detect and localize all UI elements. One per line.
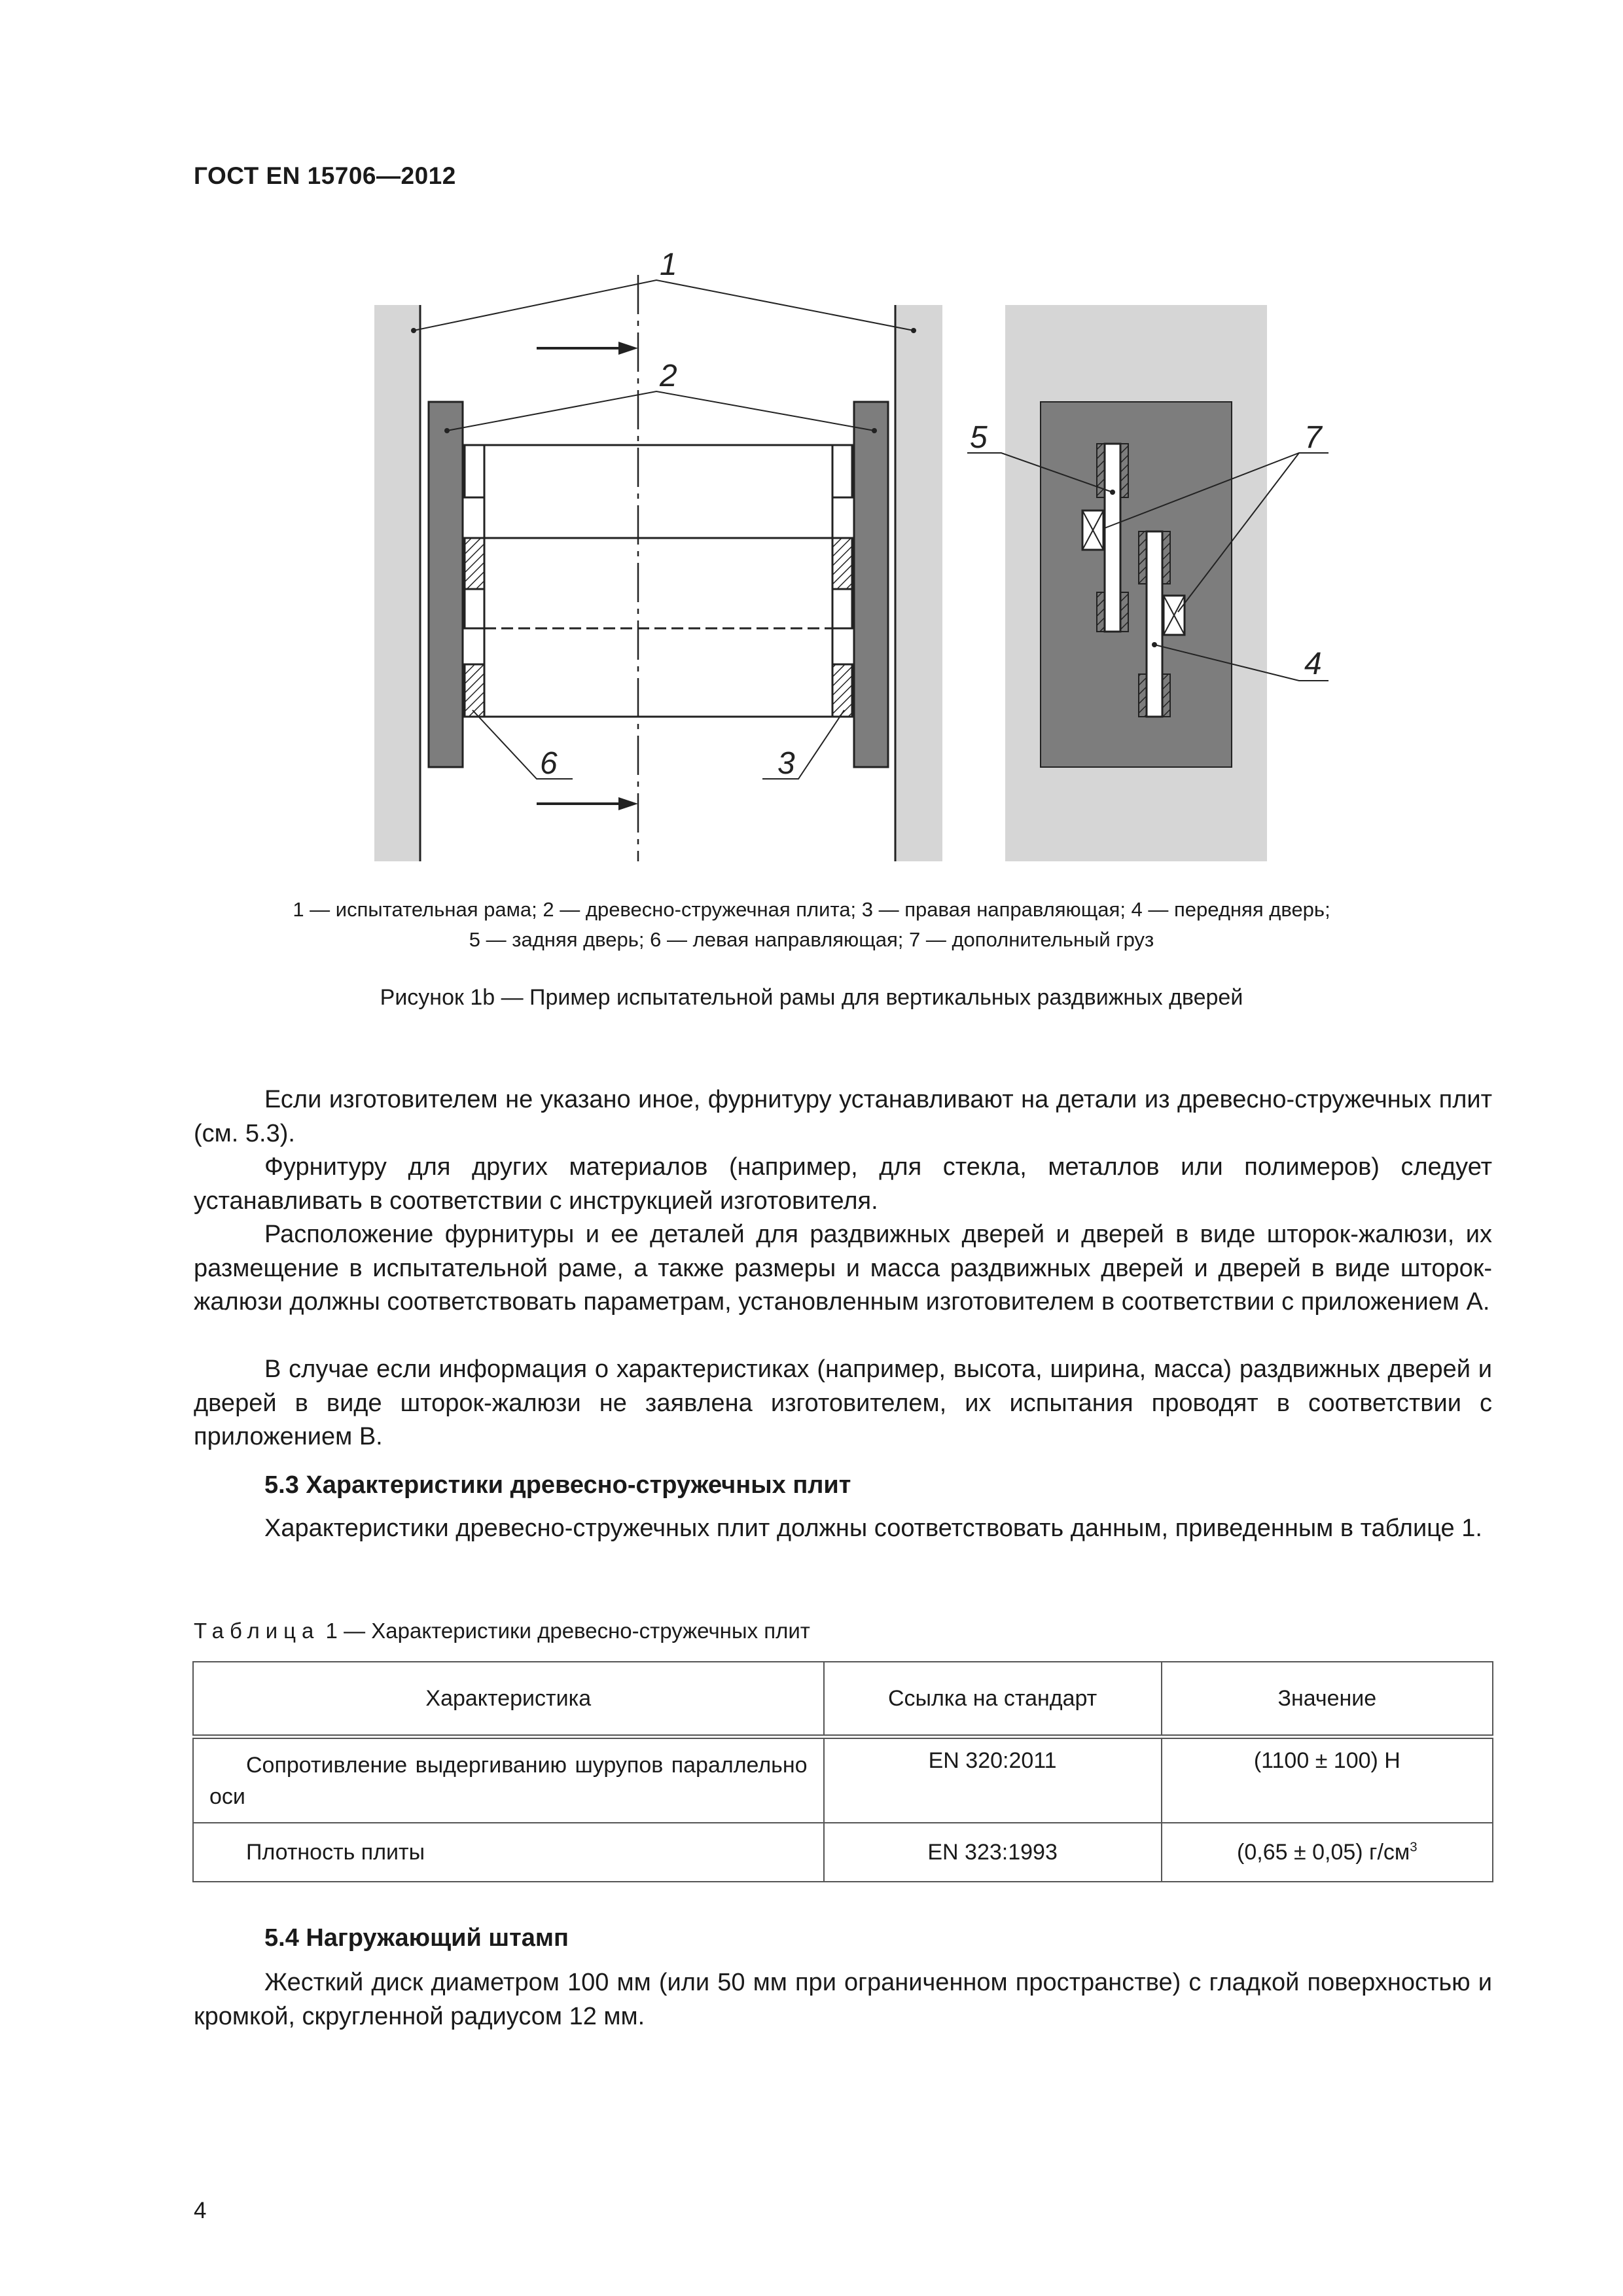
document-code: ГОСТ EN 15706—2012	[194, 162, 456, 189]
cell-value: (1100 ± 100) Н	[1162, 1737, 1493, 1823]
header-value: Значение	[1162, 1662, 1493, 1737]
particle-board-right	[854, 402, 888, 767]
table-row	[193, 1823, 1493, 1882]
paragraph-3: Расположение фурнитуры и ее деталей для раздвижных дверей и дверей в виде шторок-жалюзи, их размещение в испытательной раме, а также размеры и масса раздвижных дверей и дверей в виде шторок-жалюзи должны соответствовать параметрам, установленным изготовителем в соответствии с приложением А.	[194, 1221, 1492, 1316]
callout-6: 6	[540, 746, 558, 781]
callout-7: 7	[1304, 420, 1322, 455]
table-title	[194, 1619, 810, 1643]
table-row	[193, 1737, 1493, 1823]
callout-2: 2	[660, 359, 677, 393]
right-guide	[832, 664, 852, 717]
value-text: (0,65 ± 0,05) г/см	[1237, 1839, 1410, 1865]
callout-3: 3	[777, 746, 795, 781]
cell-standard: EN 323:1993	[824, 1823, 1162, 1882]
cell-characteristic: Сопротивление выдергиванию шурупов параллельно оси	[193, 1737, 824, 1823]
paragraph-1: Если изготовителем не указано иное, фурнитуру устанавливают на детали из древесно-стружечных плит (см. 5.3).	[194, 1086, 1492, 1147]
paragraph-5: Характеристики древесно-стружечных плит должны соответствовать данным, приведенным в таблице 1.	[264, 1515, 1482, 1542]
left-guide	[465, 664, 484, 717]
paragraph-2: Фурнитуру для других материалов (например, для стекла, металлов или полимеров) следует устанавливать в соответствии с инструкцией изготовителя.	[194, 1153, 1492, 1215]
frame-post-right	[895, 305, 942, 861]
cell-standard: EN 320:2011	[824, 1737, 1162, 1823]
callout-1: 1	[660, 247, 677, 282]
paragraph-4: В случае если информация о характеристиках (например, высота, ширина, масса) раздвижных дверей и дверей в виде шторок-жалюзи не заявлена изготовителем, их испытания проводят в соответствии с приложением В.	[194, 1355, 1492, 1450]
table-title-text: 1 — Характеристики древесно-стружечных плит	[319, 1619, 810, 1643]
header-characteristic: Характеристика	[193, 1662, 824, 1737]
header-standard: Ссылка на стандарт	[824, 1662, 1162, 1737]
particle-board-characteristics-table	[192, 1661, 1493, 1882]
page-number: 4	[194, 2198, 207, 2223]
section-5-4-heading: 5.4 Нагружающий штамп	[264, 1924, 569, 1952]
rear-door	[1105, 444, 1120, 632]
table-label: Таблица	[194, 1619, 320, 1643]
figure-caption: Рисунок 1b — Пример испытательной рамы для вертикальных раздвижных дверей	[380, 985, 1243, 1010]
particle-board-left	[429, 402, 463, 767]
table-header-row	[193, 1662, 1493, 1737]
particle-board-side	[1041, 402, 1232, 767]
value-superscript: 3	[1410, 1840, 1418, 1855]
paragraph-6: Жесткий диск диаметром 100 мм (или 50 мм при ограниченном пространстве) с гладкой поверхностью и кромкой, скругленной радиусом 12 мм.	[194, 1969, 1492, 2030]
callout-5: 5	[970, 420, 988, 455]
figure-legend-line-2: 5 — задняя дверь; 6 — левая направляющая; 7 — дополнительный груз	[469, 928, 1154, 951]
front-door	[1147, 531, 1162, 717]
frame-post-left	[374, 305, 420, 861]
cell-value	[1162, 1823, 1493, 1882]
figure-legend-line-1: 1 — испытательная рама; 2 — древесно-стружечная плита; 3 — правая направляющая; 4 — передняя дверь;	[293, 898, 1330, 921]
callout-4: 4	[1304, 647, 1322, 681]
section-5-3-heading: 5.3 Характеристики древесно-стружечных плит	[264, 1471, 851, 1499]
test-frame-figure	[366, 247, 1322, 877]
cell-characteristic: Плотность плиты	[193, 1823, 824, 1882]
